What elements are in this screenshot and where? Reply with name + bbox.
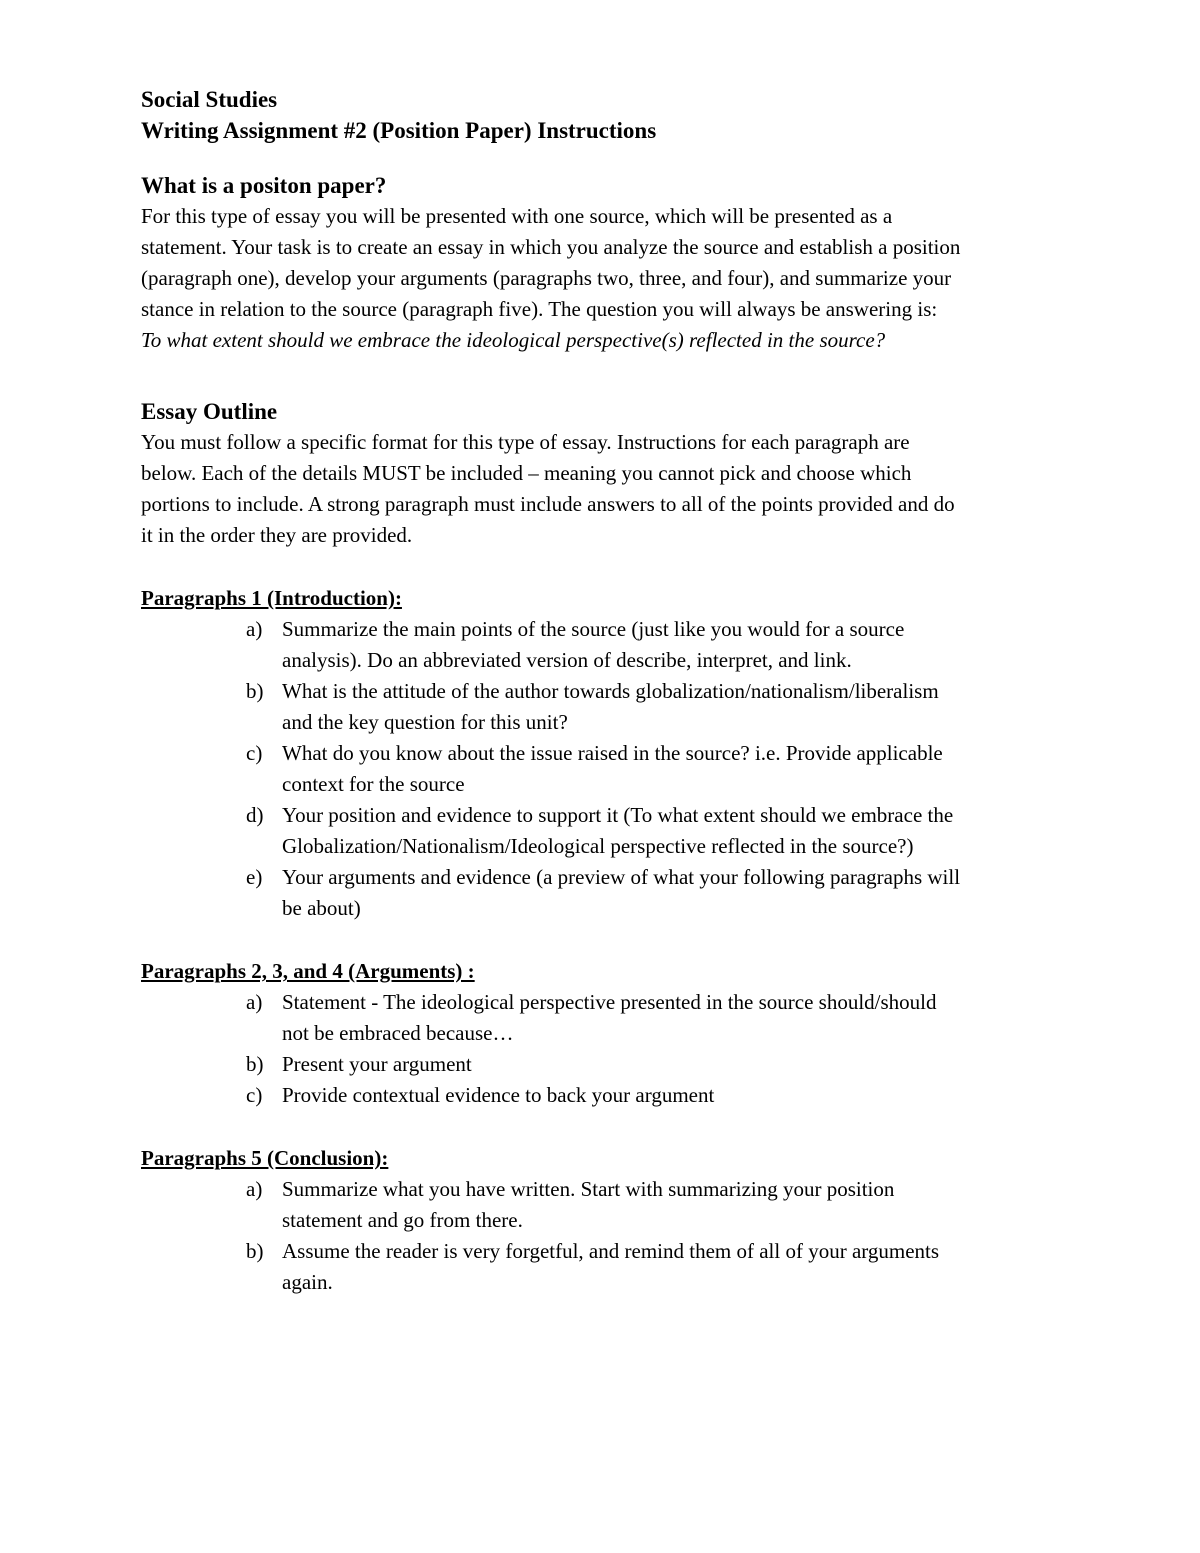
list-item [141, 1174, 961, 1236]
list-item-text: Assume the reader is very forgetful, and remind them of all of your arguments again. [282, 1239, 940, 1294]
outline-body: You must follow a specific format for this type of essay. Instructions for each paragraph are below. Each of the details MUST be included – meaning you cannot pick and choose which portions to include. A strong paragraph must include answers to all of the points provided and do it in the order they are provided. [141, 430, 955, 547]
list-item [141, 676, 961, 738]
list-marker: e) [246, 865, 263, 889]
list-item-text: Statement - The ideological perspective presented in the source should/should not be embraced because… [282, 990, 937, 1045]
list-item [141, 1236, 961, 1298]
key-question: To what extent should we embrace the ideological perspective(s) reflected in the source? [141, 328, 886, 352]
list-item-text: What is the attitude of the author towards globalization/nationalism/liberalism and the key question for this unit? [282, 679, 939, 734]
list-marker: a) [246, 1177, 263, 1201]
list-item [141, 614, 961, 676]
point-list [141, 987, 961, 1111]
what-is-heading: What is a positon paper? [141, 173, 387, 198]
section-introduction [141, 583, 961, 924]
document-page [141, 84, 961, 1298]
list-marker: b) [246, 1239, 264, 1263]
list-marker: b) [246, 679, 264, 703]
list-marker: c) [246, 1083, 263, 1107]
course-title: Social Studies [141, 87, 278, 112]
outline-heading: Essay Outline [141, 399, 278, 424]
list-marker: a) [246, 990, 263, 1014]
list-item-text: Summarize the main points of the source (just like you would for a source analysis). Do an abbreviated version of describe, interpret, and link. [282, 617, 905, 672]
what-is-body-main: For this type of essay you will be presented with one source, which will be presented as a statement. Your task is to create an essay in which you analyze the source and establish a position (paragraph one), develop your arguments (paragraphs two, three, and four), and summarize your stance in relation to the source (paragraph five). The question you will always be answering is: [141, 204, 961, 321]
assignment-title: Writing Assignment #2 (Position Paper) Instructions [141, 118, 657, 143]
list-item [141, 1080, 961, 1111]
section-heading: Paragraphs 5 (Conclusion): [141, 1146, 389, 1170]
list-item [141, 987, 961, 1049]
list-item [141, 738, 961, 800]
list-item-text: What do you know about the issue raised in the source? i.e. Provide applicable context for the source [282, 741, 943, 796]
list-item [141, 862, 961, 924]
list-item-text: Provide contextual evidence to back your argument [282, 1083, 715, 1107]
point-list [141, 1174, 961, 1298]
list-marker: d) [246, 803, 264, 827]
section-conclusion [141, 1143, 961, 1298]
section-heading: Paragraphs 1 (Introduction): [141, 586, 402, 610]
list-item-text: Summarize what you have written. Start with summarizing your position statement and go from there. [282, 1177, 895, 1232]
section-arguments [141, 956, 961, 1111]
list-marker: b) [246, 1052, 264, 1076]
list-item-text: Present your argument [282, 1052, 472, 1076]
section-heading: Paragraphs 2, 3, and 4 (Arguments) : [141, 959, 475, 983]
list-marker: c) [246, 741, 263, 765]
point-list [141, 614, 961, 924]
list-item [141, 1049, 961, 1080]
list-item [141, 800, 961, 862]
list-marker: a) [246, 617, 263, 641]
list-item-text: Your arguments and evidence (a preview of what your following paragraphs will be about) [282, 865, 961, 920]
what-is-body [141, 201, 961, 356]
list-item-text: Your position and evidence to support it (To what extent should we embrace the Globalization/Nationalism/Ideological perspective reflected in the source?) [282, 803, 954, 858]
